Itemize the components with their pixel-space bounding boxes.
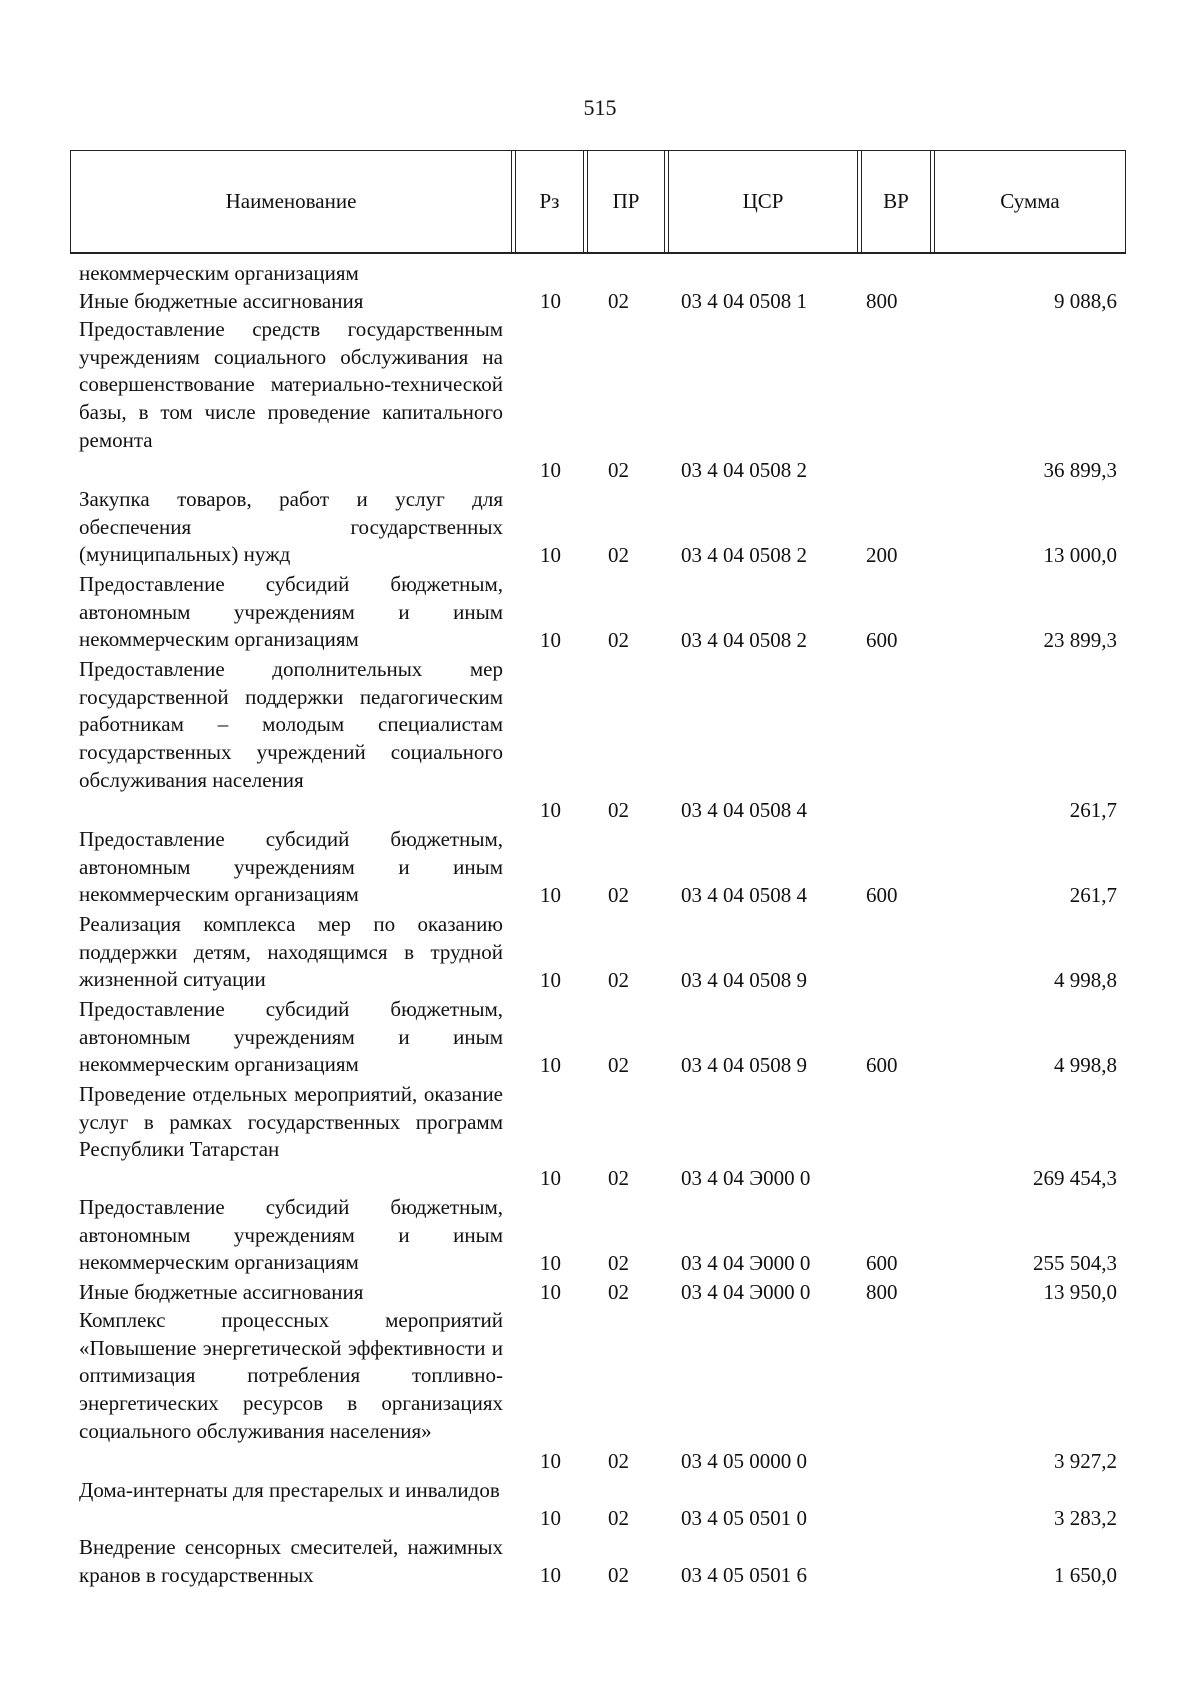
row-sum: 255 504,3 [1033, 1251, 1117, 1275]
row-sum: 261,7 [1069, 883, 1117, 907]
row-name: некоммерческим организациям [79, 261, 359, 285]
row-sum: 3 283,2 [1054, 1506, 1117, 1530]
row-name: Предоставление субсидий бюджетным, автономным учреждениям и иным некоммерческим организациям [79, 1195, 503, 1275]
table-row [0, 1307, 1200, 1477]
row-pr: 02 [608, 1166, 629, 1190]
table-header [70, 150, 1126, 254]
row-pr: 02 [608, 1506, 629, 1530]
row-csr: 03 4 04 0508 9 [681, 1053, 807, 1077]
table-row [0, 1194, 1200, 1279]
row-pr: 02 [608, 1280, 629, 1304]
row-name: Внедрение сенсорных смесителей, нажимных кранов в государственных [79, 1535, 503, 1587]
table-row [0, 911, 1200, 996]
row-vr: 200 [866, 543, 898, 567]
column-header-vr: ВР [883, 189, 909, 213]
table-row [0, 260, 1200, 288]
column-header-sum: Сумма [1000, 189, 1060, 213]
row-csr: 03 4 04 Э000 0 [681, 1280, 811, 1304]
row-vr: 600 [866, 628, 898, 652]
row-sum: 9 088,6 [1054, 289, 1117, 313]
column-divider [511, 151, 512, 252]
row-name: Предоставление субсидий бюджетным, автономным учреждениям и иным некоммерческим организациям [79, 997, 503, 1077]
row-pr: 02 [608, 458, 629, 482]
row-sum: 13 950,0 [1043, 1280, 1117, 1304]
row-csr: 03 4 04 0508 1 [681, 289, 807, 313]
row-name: Предоставление субсидий бюджетным, автономным учреждениям и иным некоммерческим организациям [79, 572, 503, 652]
row-csr: 03 4 04 0508 2 [681, 543, 807, 567]
row-csr: 03 4 04 0508 4 [681, 883, 807, 907]
row-vr: 600 [866, 883, 898, 907]
row-pr: 02 [608, 798, 629, 822]
table-row [0, 1279, 1200, 1307]
table-row [0, 316, 1200, 486]
row-rz: 10 [540, 1563, 561, 1587]
row-rz: 10 [540, 1449, 561, 1473]
row-name: Реализация комплекса мер по оказанию поддержки детям, находящимся в трудной жизненной ситуации [79, 912, 503, 992]
row-name: Иные бюджетные ассигнования [79, 289, 364, 313]
column-divider [930, 151, 931, 252]
row-rz: 10 [540, 289, 561, 313]
row-pr: 02 [608, 1563, 629, 1587]
table-row [0, 571, 1200, 656]
row-name: Дома-интернаты для престарелых и инвалидов [79, 1478, 500, 1502]
row-csr: 03 4 05 0000 0 [681, 1449, 807, 1473]
row-rz: 10 [540, 1166, 561, 1190]
table-body [0, 260, 1200, 1591]
column-divider [583, 151, 584, 252]
table-row [0, 1081, 1200, 1194]
row-sum: 23 899,3 [1043, 628, 1117, 652]
row-csr: 03 4 04 0508 9 [681, 968, 807, 992]
row-name: Иные бюджетные ассигнования [79, 1280, 364, 1304]
row-sum: 4 998,8 [1054, 1053, 1117, 1077]
row-vr: 800 [866, 289, 898, 313]
row-name: Предоставление субсидий бюджетным, автономным учреждениям и иным некоммерческим организациям [79, 827, 503, 907]
row-rz: 10 [540, 458, 561, 482]
table-row [0, 486, 1200, 571]
row-csr: 03 4 05 0501 6 [681, 1563, 807, 1587]
table-row [0, 826, 1200, 911]
row-name: Проведение отдельных мероприятий, оказание услуг в рамках государственных программ Республики Татарстан [79, 1082, 503, 1162]
row-rz: 10 [540, 1053, 561, 1077]
table-row [0, 1477, 1200, 1534]
row-rz: 10 [540, 968, 561, 992]
row-sum: 36 899,3 [1043, 458, 1117, 482]
row-name: Закупка товаров, работ и услуг для обеспечения государственных (муниципальных) нужд [79, 487, 503, 567]
row-csr: 03 4 05 0501 0 [681, 1506, 807, 1530]
row-pr: 02 [608, 1053, 629, 1077]
row-csr: 03 4 04 0508 4 [681, 798, 807, 822]
table-row [0, 1534, 1200, 1591]
column-header-rz: Рз [539, 189, 560, 213]
column-header-name: Наименование [225, 189, 357, 213]
row-csr: 03 4 04 0508 2 [681, 628, 807, 652]
row-pr: 02 [608, 968, 629, 992]
row-sum: 1 650,0 [1054, 1563, 1117, 1587]
row-name: Предоставление дополнительных мер государственной поддержки педагогическим работникам – молодым специалистам государственных учреждений социального обслуживания населения [79, 657, 503, 792]
row-rz: 10 [540, 1251, 561, 1275]
table-row [0, 656, 1200, 826]
row-rz: 10 [540, 1280, 561, 1304]
row-rz: 10 [540, 1506, 561, 1530]
row-pr: 02 [608, 628, 629, 652]
column-divider [857, 151, 858, 252]
row-vr: 600 [866, 1251, 898, 1275]
table-row [0, 288, 1200, 316]
row-rz: 10 [540, 883, 561, 907]
row-name: Предоставление средств государственным учреждениям социального обслуживания на совершенствование материально-технической базы, в том числе проведение капитального ремонта [79, 317, 503, 452]
row-vr: 600 [866, 1053, 898, 1077]
row-sum: 4 998,8 [1054, 968, 1117, 992]
column-header-pr: ПР [612, 189, 640, 213]
column-divider [664, 151, 665, 252]
row-name: Комплекс процессных мероприятий «Повышение энергетической эффективности и оптимизация потребления топливно-энергетических ресурсов в организациях социального обслуживания населения» [79, 1308, 503, 1443]
row-pr: 02 [608, 883, 629, 907]
row-vr: 800 [866, 1280, 898, 1304]
row-pr: 02 [608, 1449, 629, 1473]
row-csr: 03 4 04 0508 2 [681, 458, 807, 482]
page-number: 515 [583, 95, 617, 120]
column-header-csr: ЦСР [742, 189, 784, 213]
row-sum: 269 454,3 [1033, 1166, 1117, 1190]
row-sum: 3 927,2 [1054, 1449, 1117, 1473]
row-pr: 02 [608, 543, 629, 567]
row-sum: 13 000,0 [1043, 543, 1117, 567]
row-pr: 02 [608, 289, 629, 313]
row-rz: 10 [540, 543, 561, 567]
row-csr: 03 4 04 Э000 0 [681, 1166, 811, 1190]
row-rz: 10 [540, 628, 561, 652]
row-sum: 261,7 [1069, 798, 1117, 822]
row-pr: 02 [608, 1251, 629, 1275]
row-csr: 03 4 04 Э000 0 [681, 1251, 811, 1275]
row-rz: 10 [540, 798, 561, 822]
table-row [0, 996, 1200, 1081]
